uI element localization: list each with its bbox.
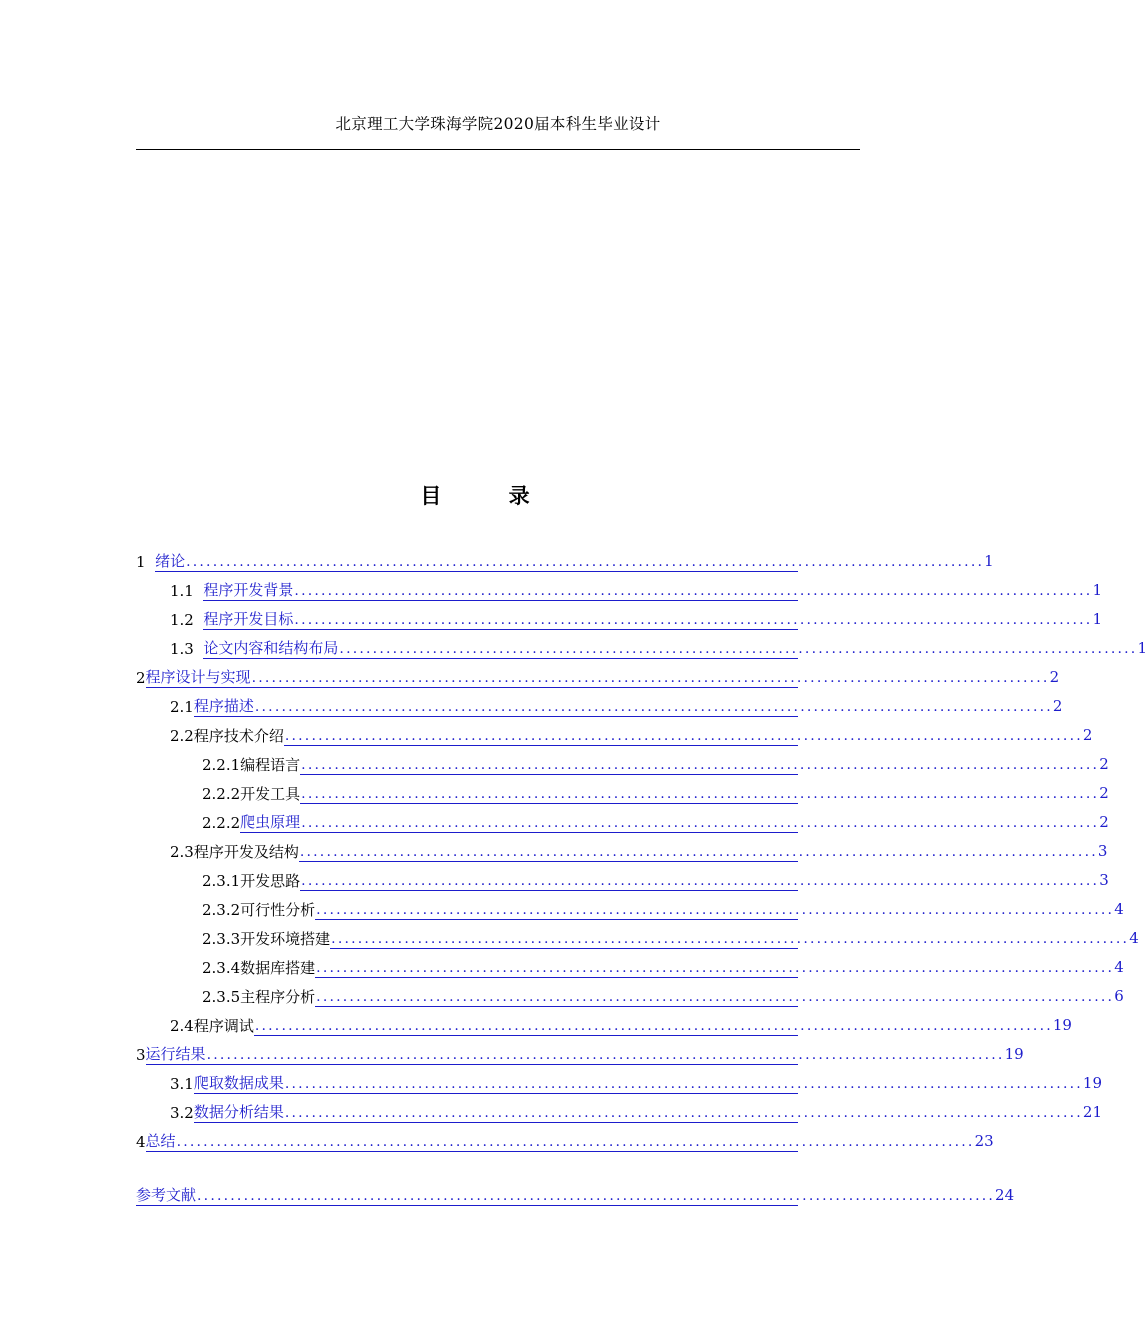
toc-entry	[136, 949, 1124, 978]
toc-dot-leader: ........................................................................................................................	[316, 902, 1115, 918]
toc-entry-page-number: 2	[1099, 755, 1109, 773]
toc-entry	[136, 978, 1124, 1007]
toc-entry-number: 2.3.5主程序分析	[202, 988, 316, 1006]
toc-entry-page-number: 1	[1137, 639, 1147, 657]
toc-entry-title: 数据分析结果	[193, 1103, 284, 1121]
toc-dot-leader: ........................................................................................................................	[301, 757, 1100, 773]
toc-entry-page-number: 2	[1052, 697, 1063, 715]
toc-entry	[136, 1094, 1102, 1123]
toc-entry	[136, 920, 1139, 949]
toc-entry	[136, 572, 1102, 601]
toc-entry-number: 2.3.3开发环境搭建	[202, 930, 331, 948]
toc-entry-title: 运行结果	[145, 1045, 206, 1063]
toc-entry-title: 程序设计与实现	[145, 668, 251, 686]
toc-dot-leader: ........................................................................................................................	[254, 699, 1053, 715]
toc-dot-leader: ........................................................................................................................	[339, 641, 1138, 657]
toc-entry-number: 1.1	[170, 582, 204, 600]
toc-entry-page-number: 1	[1092, 610, 1102, 628]
toc-entry-link[interactable]	[330, 928, 1139, 949]
toc-dot-leader: ........................................................................................................................	[251, 670, 1050, 686]
toc-entry	[136, 1065, 1102, 1094]
toc-entry-page-number: 2	[1099, 784, 1109, 802]
toc-entry-number: 2.2.1编程语言	[202, 756, 301, 774]
header-rule	[136, 149, 860, 150]
toc-dot-leader: ........................................................................................................................	[284, 1076, 1083, 1092]
toc-entry-link[interactable]	[300, 754, 1109, 775]
toc-dot-leader: ........................................................................................................................	[301, 873, 1100, 889]
toc-entry-number: 2.3程序开发及结构	[170, 843, 299, 861]
toc-entry-link[interactable]	[300, 870, 1109, 891]
toc-dot-leader: ........................................................................................................................	[316, 960, 1115, 976]
toc-entry-title: 绪论	[155, 552, 186, 570]
page-header: 北京理工大学珠海学院2020届本科生毕业设计	[335, 115, 661, 133]
toc-entry-title: 爬虫原理	[240, 813, 301, 831]
toc-entry-title: 程序描述	[193, 697, 254, 715]
toc-dot-leader: ........................................................................................................................	[301, 786, 1100, 802]
toc-entry-page-number: 19	[1082, 1074, 1102, 1092]
toc-dot-leader: ........................................................................................................................	[206, 1047, 1005, 1063]
toc-dot-leader: ........................................................................................................................	[294, 612, 1093, 628]
toc-entry-link[interactable]	[315, 899, 1124, 920]
toc-entry-number: 1	[136, 553, 156, 571]
toc-dot-leader: ........................................................................................................................	[284, 1105, 1083, 1121]
toc-entry-title: 论文内容和结构布局	[203, 639, 339, 657]
toc-entry-link[interactable]	[254, 1015, 1072, 1036]
toc-dot-leader: ........................................................................................................................	[176, 1134, 975, 1150]
toc-entry	[136, 1123, 994, 1152]
toc-entry-page-number: 19	[1004, 1045, 1024, 1063]
toc-entry-page-number: 2	[1049, 668, 1060, 686]
toc-entry-link[interactable]	[203, 609, 1102, 630]
toc-entry-link[interactable]	[193, 1102, 1102, 1123]
toc-entry	[136, 1177, 1015, 1206]
toc-entry	[136, 891, 1124, 920]
toc-entry-link[interactable]	[193, 696, 1063, 717]
toc-dot-leader: ........................................................................................................................	[331, 931, 1130, 947]
toc-dot-leader: ........................................................................................................................	[301, 815, 1100, 831]
toc-entry-title: 程序开发背景	[203, 581, 294, 599]
toc-dot-leader: ........................................................................................................................	[186, 554, 985, 570]
toc-entry-page-number: 4	[1114, 958, 1124, 976]
toc-entry-link[interactable]	[315, 957, 1124, 978]
toc-entry-number: 3.2	[170, 1104, 194, 1122]
toc-entry-page-number: 6	[1114, 987, 1124, 1005]
toc-entry-page-number: 2	[1099, 813, 1109, 831]
toc-entry-number: 2	[136, 669, 146, 687]
toc-entry-page-number: 19	[1052, 1016, 1072, 1034]
toc-entry-link[interactable]	[145, 1044, 1024, 1065]
toc-entry-page-number: 24	[995, 1186, 1015, 1204]
toc-entry-link[interactable]	[145, 667, 1060, 688]
toc-dot-leader: ........................................................................................................................	[316, 989, 1115, 1005]
toc-entry-page-number: 3	[1097, 842, 1108, 860]
toc-dot-leader: ........................................................................................................................	[284, 728, 1083, 744]
toc-entry	[136, 862, 1109, 891]
table-of-contents	[136, 543, 1147, 1206]
toc-entry	[136, 746, 1109, 775]
toc-entry-page-number: 1	[984, 552, 994, 570]
toc-dot-leader: ........................................................................................................................	[197, 1188, 996, 1204]
toc-entry-link[interactable]	[203, 638, 1147, 659]
toc-entry-link[interactable]	[240, 812, 1109, 833]
toc-entry-number: 1.3	[170, 640, 204, 658]
toc-entry	[136, 833, 1108, 862]
toc-entry-link[interactable]	[136, 1185, 1015, 1206]
toc-entry-number: 4	[136, 1133, 146, 1151]
toc-entry	[136, 717, 1093, 746]
toc-entry	[136, 659, 1060, 688]
toc-entry-link[interactable]	[145, 1131, 994, 1152]
toc-entry-page-number: 3	[1099, 871, 1109, 889]
toc-entry-number: 2.2程序技术介绍	[170, 727, 284, 745]
toc-entry-number: 2.3.1开发思路	[202, 872, 301, 890]
toc-entry-link[interactable]	[315, 986, 1124, 1007]
toc-entry	[136, 1036, 1024, 1065]
toc-entry-number: 2.1	[170, 698, 194, 716]
toc-entry-number: 3.1	[170, 1075, 194, 1093]
toc-entry-title: 总结	[145, 1132, 176, 1150]
toc-entry-link[interactable]	[284, 725, 1093, 746]
toc-entry-title: 程序开发目标	[203, 610, 294, 628]
toc-entry-page-number: 21	[1082, 1103, 1102, 1121]
toc-entry-number: 2.4程序调试	[170, 1017, 254, 1035]
toc-dot-leader: ........................................................................................................................	[294, 583, 1093, 599]
toc-entry-number: 2.3.4数据库搭建	[202, 959, 316, 977]
toc-entry	[136, 775, 1109, 804]
toc-entry	[136, 804, 1109, 833]
toc-entry-link[interactable]	[300, 783, 1109, 804]
toc-entry	[136, 688, 1063, 717]
toc-entry-page-number: 2	[1082, 726, 1093, 744]
toc-entry	[136, 543, 994, 572]
toc-entry-number: 2.2.2	[202, 814, 241, 832]
toc-entry-number: 2.2.2开发工具	[202, 785, 301, 803]
toc-entry-page-number: 4	[1129, 929, 1139, 947]
toc-entry-number: 2.3.2可行性分析	[202, 901, 316, 919]
toc-entry-link[interactable]	[299, 841, 1108, 862]
toc-entry	[136, 1007, 1072, 1036]
toc-title: 目 录	[420, 484, 560, 508]
toc-entry-link[interactable]	[203, 580, 1102, 601]
toc-entry	[136, 601, 1102, 630]
toc-entry-title: 爬取数据成果	[193, 1074, 284, 1092]
toc-entry-link[interactable]	[193, 1073, 1102, 1094]
toc-entry-page-number: 1	[1092, 581, 1102, 599]
toc-entry-number: 3	[136, 1046, 146, 1064]
toc-entry-number: 1.2	[170, 611, 204, 629]
toc-entry	[136, 630, 1147, 659]
toc-entry-link[interactable]	[155, 551, 994, 572]
toc-entry-title: 参考文献	[136, 1186, 197, 1204]
toc-dot-leader: ........................................................................................................................	[254, 1018, 1053, 1034]
toc-entry-page-number: 4	[1114, 900, 1124, 918]
toc-dot-leader: ........................................................................................................................	[299, 844, 1098, 860]
toc-entry-page-number: 23	[974, 1132, 994, 1150]
